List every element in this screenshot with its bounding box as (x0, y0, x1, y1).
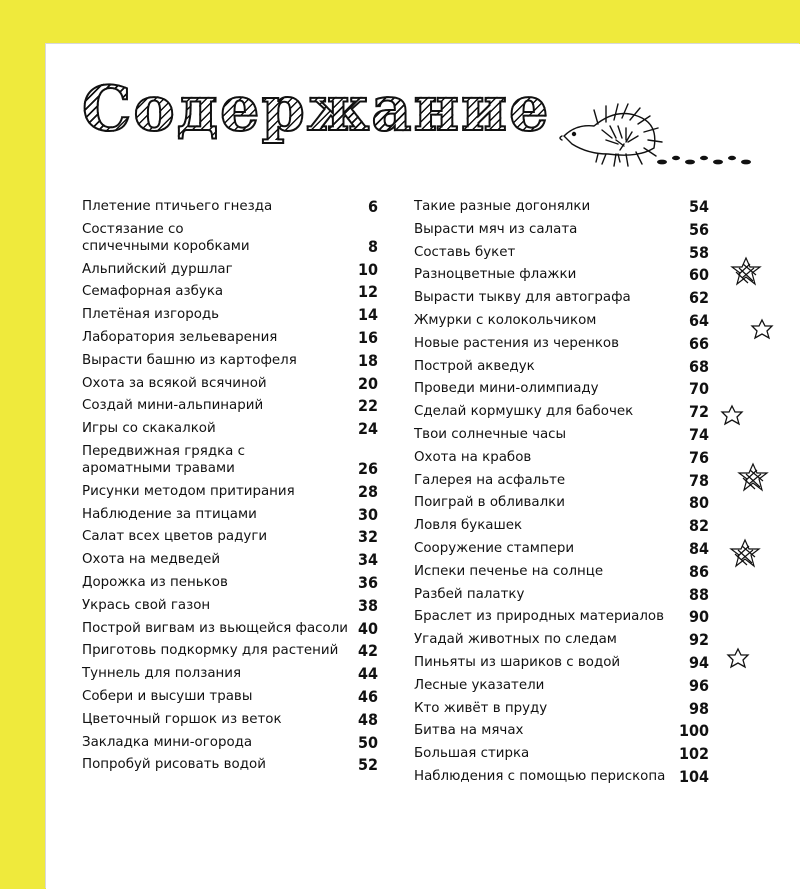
toc-item-title: Охота за всякой всячиной (82, 375, 267, 391)
toc-item-title: Пиньяты из шариков с водой (414, 654, 621, 670)
toc-item-page: 22 (357, 396, 378, 416)
toc-item (82, 221, 378, 255)
toc-item (82, 483, 378, 500)
toc-item-page: 82 (688, 516, 709, 536)
toc-item-page: 56 (688, 219, 709, 239)
toc-item (414, 449, 709, 466)
toc-item-page: 36 (357, 572, 378, 592)
toc-item (414, 631, 709, 648)
toc-item-title: Битва на мячах (414, 723, 524, 739)
toc-item-title: Плетение птичьего гнезда (82, 199, 273, 214)
toc-item (414, 677, 709, 694)
toc-item-page: 46 (357, 686, 378, 706)
toc-item-page: 24 (357, 419, 378, 439)
star-icon (750, 318, 774, 340)
toc-item (82, 443, 378, 477)
toc-item-title: Состязание со спичечными коробками (82, 221, 250, 254)
toc-item (414, 563, 709, 580)
toc-item (82, 551, 378, 568)
toc-item-page: 74 (688, 424, 709, 444)
toc-item-page: 26 (357, 458, 378, 478)
toc-item (82, 574, 378, 591)
toc-item-title: Лаборатория зельеварения (82, 329, 278, 345)
hedgehog-icon (558, 96, 768, 178)
toc-item-title: Наблюдения с помощью перископа (414, 768, 666, 784)
toc-item (82, 528, 378, 545)
page-title: Содержание (82, 72, 551, 145)
toc-item-title: Охота на медведей (82, 552, 221, 568)
toc-item-page: 60 (688, 265, 709, 285)
toc-item-title: Создай мини-альпинарий (82, 398, 264, 414)
toc-item-page: 92 (688, 630, 709, 650)
toc-item (414, 335, 709, 352)
toc-item-title: Браслет из природных материалов (414, 609, 665, 625)
toc-item-page: 44 (357, 664, 378, 684)
toc-item (414, 608, 709, 625)
toc-item-page: 12 (357, 282, 378, 302)
toc-item (414, 289, 709, 306)
toc-item (82, 620, 378, 637)
toc-item-title: Кто живёт в пруду (414, 700, 548, 716)
toc-item (82, 375, 378, 392)
toc-item-title: Построй акведук (414, 358, 535, 374)
toc-item-title: Новые растения из черенков (414, 335, 619, 351)
toc-item (414, 722, 709, 739)
toc-item-page: 80 (688, 493, 709, 513)
toc-item-title: Плетёная изгородь (82, 307, 220, 323)
toc-item-title: Разноцветные флажки (414, 267, 577, 283)
star-icon (720, 404, 744, 426)
toc-item (414, 700, 709, 717)
toc-item-page: 50 (357, 732, 378, 752)
toc-item-page: 48 (357, 709, 378, 729)
toc-item (414, 540, 709, 557)
toc-item (82, 306, 378, 323)
toc-item-title: Большая стирка (414, 746, 530, 762)
toc-item (82, 734, 378, 751)
toc-item-page: 28 (357, 481, 378, 501)
toc-item-title: Приготовь подкормку для растений (82, 643, 339, 659)
toc-item (82, 352, 378, 369)
toc-right-column (414, 198, 709, 791)
toc-item-page: 16 (357, 327, 378, 347)
toc-item (82, 756, 378, 773)
star-icon (737, 462, 769, 492)
toc-item (82, 665, 378, 682)
toc-item-page: 70 (688, 379, 709, 399)
toc-item (414, 244, 709, 261)
toc-item-title: Вырасти мяч из салата (414, 221, 578, 237)
toc-item-page: 68 (688, 356, 709, 376)
toc-item-title: Охота на крабов (414, 449, 532, 465)
toc-item-page: 38 (357, 595, 378, 615)
toc-item-title: Игры со скакалкой (82, 421, 216, 437)
toc-item-page: 66 (688, 333, 709, 353)
toc-item-page: 54 (688, 197, 709, 216)
toc-item (414, 221, 709, 238)
toc-item-page: 34 (357, 550, 378, 570)
toc-item (414, 472, 709, 489)
toc-item (82, 711, 378, 728)
toc-item-page: 98 (688, 698, 709, 718)
toc-item-page: 62 (688, 288, 709, 308)
toc-item-page: 6 (367, 197, 378, 216)
toc-item (82, 420, 378, 437)
toc-item-page: 104 (678, 766, 709, 786)
toc-item-title: Вырасти башню из картофеля (82, 352, 297, 368)
toc-item (82, 597, 378, 614)
toc-item-title: Передвижная грядка с ароматными травами (82, 443, 245, 476)
toc-item-page: 102 (678, 744, 709, 764)
toc-item-title: Проведи мини-олимпиаду (414, 381, 599, 397)
toc-item-title: Разбей палатку (414, 586, 525, 602)
toc-item-title: Испеки печенье на солнце (414, 563, 604, 579)
toc-item (414, 586, 709, 603)
toc-item-title: Составь букет (414, 244, 516, 260)
toc-item-page: 76 (688, 447, 709, 467)
toc-item-title: Галерея на асфальте (414, 472, 566, 488)
toc-item-title: Построй вигвам из вьющейся фасоли (82, 620, 348, 636)
toc-item (82, 283, 378, 300)
toc-item-page: 78 (688, 470, 709, 490)
toc-item-page: 90 (688, 607, 709, 627)
star-icon (730, 256, 762, 286)
toc-item (414, 198, 709, 215)
toc-item-title: Туннель для ползания (82, 666, 242, 682)
toc-item-page: 94 (688, 652, 709, 672)
toc-item (414, 312, 709, 329)
toc-item-page: 30 (357, 504, 378, 524)
toc-item (82, 198, 378, 215)
toc-item (82, 506, 378, 523)
toc-item-title: Вырасти тыкву для автографа (414, 290, 631, 306)
toc-item-page: 18 (357, 350, 378, 370)
toc-item (82, 642, 378, 659)
toc-item-page: 58 (688, 242, 709, 262)
toc-item (414, 654, 709, 671)
toc-item-title: Альпийский дуршлаг (82, 261, 233, 277)
toc-item-page: 8 (367, 236, 378, 256)
toc-item-page: 72 (688, 402, 709, 422)
toc-item (414, 426, 709, 443)
toc-item-page: 86 (688, 561, 709, 581)
toc-item (414, 494, 709, 511)
toc-item-title: Рисунки методом притирания (82, 483, 295, 499)
toc-item-page: 10 (357, 259, 378, 279)
toc-item-page: 52 (357, 755, 378, 775)
toc-item-title: Закладка мини-огорода (82, 734, 253, 750)
toc-item (82, 688, 378, 705)
toc-item (82, 261, 378, 278)
toc-item-title: Цветочный горшок из веток (82, 711, 282, 727)
toc-item-title: Поиграй в обливалки (414, 495, 565, 511)
toc-item-page: 42 (357, 641, 378, 661)
toc-item-title: Твои солнечные часы (414, 426, 567, 442)
toc-item-title: Салат всех цветов радуги (82, 529, 268, 545)
toc-item-title: Попробуй рисовать водой (82, 757, 266, 773)
toc-item-title: Лесные указатели (414, 677, 545, 693)
star-icon (726, 647, 750, 669)
toc-item (414, 403, 709, 420)
toc-item-page: 14 (357, 305, 378, 325)
toc-item-title: Собери и высуши травы (82, 688, 253, 704)
toc-item (414, 380, 709, 397)
toc-item (414, 358, 709, 375)
toc-item-title: Семафорная азбука (82, 284, 224, 300)
toc-item (82, 397, 378, 414)
toc-item-title: Сооружение стампери (414, 540, 575, 556)
toc-item (414, 517, 709, 534)
star-icon (729, 538, 761, 568)
toc-item-title: Жмурки с колокольчиком (414, 312, 597, 328)
toc-item-title: Дорожка из пеньков (82, 574, 228, 590)
toc-item-title: Сделай кормушку для бабочек (414, 404, 634, 420)
toc-item-page: 96 (688, 675, 709, 695)
toc-item-page: 40 (357, 618, 378, 638)
toc-item (414, 266, 709, 283)
toc-item-page: 64 (688, 310, 709, 330)
toc-item-page: 32 (357, 527, 378, 547)
toc-item-title: Такие разные догонялки (414, 199, 591, 214)
toc-item-title: Наблюдение за птицами (82, 506, 257, 522)
toc-item-title: Укрась свой газон (82, 597, 211, 613)
toc-item (414, 745, 709, 762)
toc-item-page: 84 (688, 538, 709, 558)
toc-item (414, 768, 709, 785)
toc-left-column (82, 198, 378, 779)
toc-item-page: 20 (357, 373, 378, 393)
toc-item-title: Угадай животных по следам (414, 632, 617, 648)
toc-item-page: 100 (678, 721, 709, 741)
toc-item-page: 88 (688, 584, 709, 604)
toc-item (82, 329, 378, 346)
toc-item-title: Ловля букашек (414, 518, 523, 534)
